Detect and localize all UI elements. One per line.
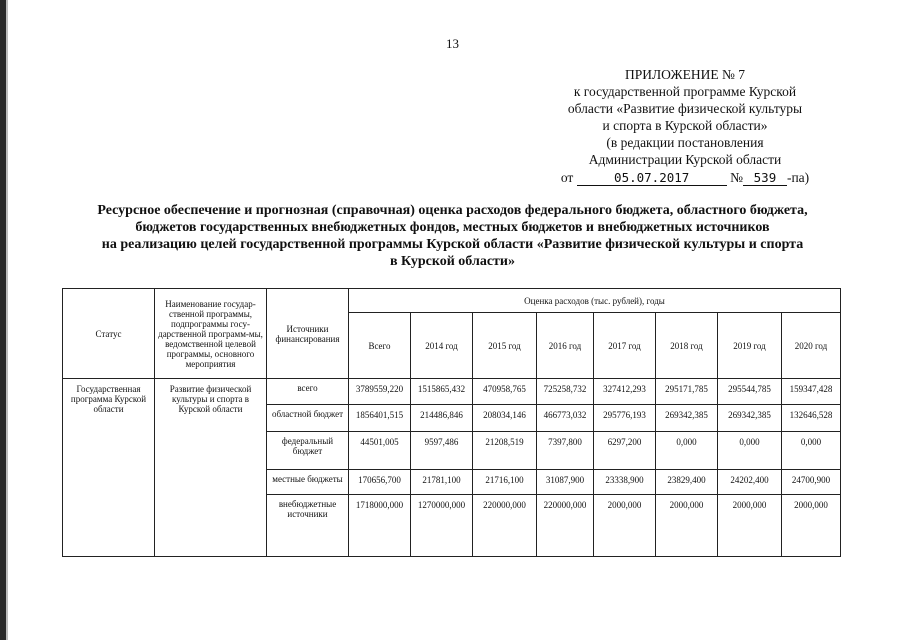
approval-line: к государственной программе Курской bbox=[573, 84, 797, 99]
approval-block bbox=[535, 66, 835, 186]
approval-line: Администрации Курской области bbox=[588, 152, 782, 167]
value-cell: 24700,900 bbox=[782, 470, 841, 495]
value-cell: 170656,700 bbox=[349, 470, 411, 495]
value-cell: 132646,528 bbox=[782, 405, 841, 432]
header-year: 2014 год bbox=[411, 313, 473, 379]
approval-heading: ПРИЛОЖЕНИЕ № 7 bbox=[624, 67, 746, 82]
value-cell: 466773,032 bbox=[537, 405, 594, 432]
value-cell: 21716,100 bbox=[473, 470, 537, 495]
header-year: 2016 год bbox=[537, 313, 594, 379]
scan-edge-highlight bbox=[6, 0, 8, 640]
header-sources: Источники финансирования bbox=[267, 289, 349, 379]
value-cell: 1856401,515 bbox=[349, 405, 411, 432]
header-year: 2018 год bbox=[656, 313, 718, 379]
value-cell: 7397,800 bbox=[537, 432, 594, 470]
value-cell: 6297,200 bbox=[594, 432, 656, 470]
value-cell: 23338,900 bbox=[594, 470, 656, 495]
value-cell: 21208,519 bbox=[473, 432, 537, 470]
title-line: бюджетов государственных внебюджетных фондов, местных бюджетов и внебюджетных источников bbox=[135, 220, 770, 235]
header-row bbox=[63, 289, 841, 313]
value-cell: 159347,428 bbox=[782, 379, 841, 405]
table-row bbox=[63, 379, 841, 405]
value-cell: 295171,785 bbox=[656, 379, 718, 405]
program-name-cell: Развитие физической культуры и спорта в Курской области bbox=[155, 379, 267, 557]
value-cell: 327412,293 bbox=[594, 379, 656, 405]
value-cell: 269342,385 bbox=[718, 405, 782, 432]
header-year: 2019 год bbox=[718, 313, 782, 379]
value-cell: 725258,732 bbox=[537, 379, 594, 405]
value-cell: 2000,000 bbox=[782, 495, 841, 557]
header-estimate: Оценка расходов (тыс. рублей), годы bbox=[349, 289, 841, 313]
value-cell: 3789559,220 bbox=[349, 379, 411, 405]
value-cell: 1515865,432 bbox=[411, 379, 473, 405]
source-cell: федеральный бюджет bbox=[267, 432, 349, 470]
value-cell: 31087,900 bbox=[537, 470, 594, 495]
value-cell: 0,000 bbox=[656, 432, 718, 470]
source-cell: местные бюджеты bbox=[267, 470, 349, 495]
value-cell: 1718000,000 bbox=[349, 495, 411, 557]
header-year: 2015 год bbox=[473, 313, 537, 379]
approval-date-line bbox=[535, 169, 835, 186]
value-cell: 214486,846 bbox=[411, 405, 473, 432]
header-year-total: Всего bbox=[349, 313, 411, 379]
status-cell: Государственная программа Курской области bbox=[63, 379, 155, 557]
header-status: Статус bbox=[63, 289, 155, 379]
date-prefix: от bbox=[560, 170, 574, 185]
page-number: 13 bbox=[446, 36, 459, 51]
approval-number: 539 bbox=[743, 171, 787, 186]
approval-line: (в редакции постановления bbox=[606, 135, 764, 150]
source-cell: всего bbox=[267, 379, 349, 405]
value-cell: 269342,385 bbox=[656, 405, 718, 432]
expense-table bbox=[62, 288, 841, 557]
value-cell: 208034,146 bbox=[473, 405, 537, 432]
value-cell: 24202,400 bbox=[718, 470, 782, 495]
approval-date: 05.07.2017 bbox=[577, 171, 727, 186]
number-prefix: № bbox=[730, 170, 743, 185]
value-cell: 2000,000 bbox=[718, 495, 782, 557]
title-line: на реализацию целей государственной программы Курской области «Развитие физической культуры и спорта bbox=[101, 237, 804, 252]
value-cell: 0,000 bbox=[782, 432, 841, 470]
value-cell: 470958,765 bbox=[473, 379, 537, 405]
value-cell: 2000,000 bbox=[594, 495, 656, 557]
value-cell: 0,000 bbox=[718, 432, 782, 470]
value-cell: 9597,486 bbox=[411, 432, 473, 470]
header-program-name: Наименование государ-ственной программы, подпрограммы госу-дарственной программ-мы, ведомственной целевой программы, основного мероприятия bbox=[155, 289, 267, 379]
header-year: 2017 год bbox=[594, 313, 656, 379]
number-suffix: -па) bbox=[786, 170, 810, 185]
value-cell: 295544,785 bbox=[718, 379, 782, 405]
value-cell: 21781,100 bbox=[411, 470, 473, 495]
approval-line: области «Развитие физической культуры bbox=[567, 101, 803, 116]
value-cell: 44501,005 bbox=[349, 432, 411, 470]
source-cell: внебюджетные источники bbox=[267, 495, 349, 557]
title-line: Ресурсное обеспечение и прогнозная (справочная) оценка расходов федерального бюджета, областного бюджета, bbox=[97, 203, 808, 218]
approval-line: и спорта в Курской области» bbox=[602, 118, 768, 133]
value-cell: 2000,000 bbox=[656, 495, 718, 557]
value-cell: 295776,193 bbox=[594, 405, 656, 432]
source-cell: областной бюджет bbox=[267, 405, 349, 432]
value-cell: 220000,000 bbox=[473, 495, 537, 557]
header-year: 2020 год bbox=[782, 313, 841, 379]
document-title bbox=[40, 202, 865, 270]
expense-table-wrapper bbox=[62, 288, 841, 557]
title-line: в Курской области» bbox=[390, 254, 515, 269]
value-cell: 1270000,000 bbox=[411, 495, 473, 557]
value-cell: 220000,000 bbox=[537, 495, 594, 557]
value-cell: 23829,400 bbox=[656, 470, 718, 495]
